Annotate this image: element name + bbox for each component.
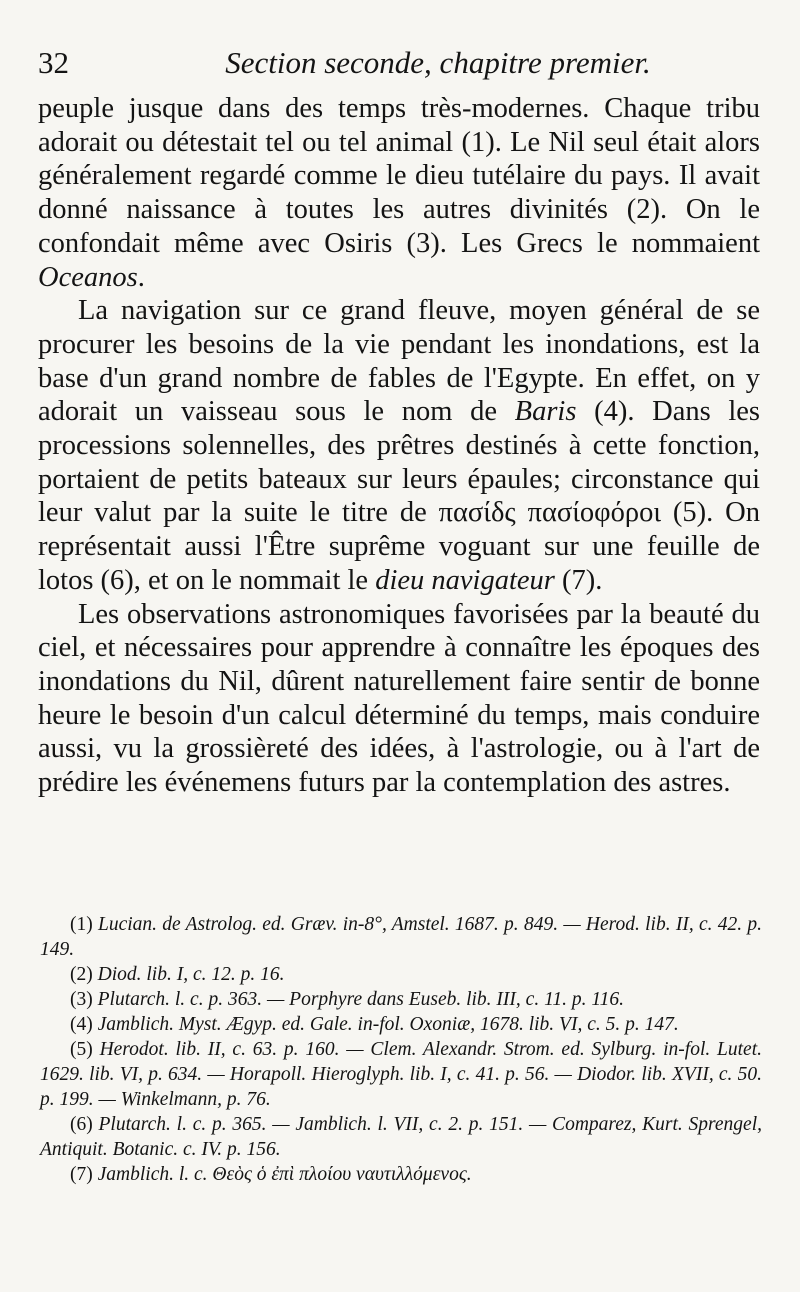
footnote-label: (2) xyxy=(70,964,93,985)
footnote-4 xyxy=(40,1012,762,1037)
footnote-label: (3) xyxy=(70,989,93,1010)
text-segment: Les observations astronomiques favorisées par la beauté du ciel, et nécessaires pour apprendre à connaître les époques des inondations du Nil, dûrent naturellement faire sentir de bonne heure le besoin d'un calcul déterminé du temps, mais conduire aussi, vu la grossièreté des idées, à l'astrologie, ou à l'art de prédire les événemens futurs par la contemplation des astres. xyxy=(38,598,760,799)
footnote-text: Jamblich. l. c. Θεὸς ὁ ἐπὶ πλοίου ναυτιλλόμενος. xyxy=(97,1164,472,1185)
text-segment: La navigation sur ce grand fleuve, moyen général de se procurer les besoins de la vie pendant les inondations, est la base d'un grand nombre de fables de l'Egypte. En effet, on y adorait un vaisseau sous le nom de xyxy=(38,295,760,428)
page-number: 32 xyxy=(38,45,69,80)
footnote-label: (7) xyxy=(70,1164,93,1185)
footnote-text: Plutarch. l. c. p. 365. — Jamblich. l. VII, c. 2. p. 151. — Comparez, Kurt. Sprengel, Antiquit. Botanic. c. IV. p. 156. xyxy=(40,1114,762,1160)
paragraph-2 xyxy=(38,294,760,597)
footnote-label: (4) xyxy=(70,1014,93,1035)
text-segment: (4). Dans les processions solennelles, des prêtres destinés à cette fonction, portaient de petits bateaux sur leurs épaules; circonstance qui leur valut par la suite le titre de πασίδς πασίοφόροι (5). On représentait aussi l'Être suprême voguant sur une feuille de lotos (6), et on le nommait le xyxy=(38,396,761,596)
text-segment: . xyxy=(137,261,145,293)
footnote-2 xyxy=(40,962,762,987)
footnote-label: (1) xyxy=(70,914,93,935)
footnote-text: Diod. lib. I, c. 12. p. 16. xyxy=(97,964,285,985)
footnote-text: Plutarch. l. c. p. 363. — Porphyre dans Euseb. lib. III, c. 11. p. 116. xyxy=(97,989,625,1010)
text-segment: peuple jusque dans des temps très-modernes. Chaque tribu adorait ou détestait tel ou tel animal (1). Le Nil seul était alors généralement regardé comme le dieu tutélaire du pays. Il avait donné naissance à toutes les autres divinités (2). On le confondait même avec Osiris (3). Les Grecs le nommaient xyxy=(38,93,760,259)
footnote-1 xyxy=(40,912,762,962)
paragraph-3 xyxy=(38,598,760,800)
footnote-text: Jamblich. Myst. Ægyp. ed. Gale. in-fol. Oxoniæ, 1678. lib. VI, c. 5. p. 147. xyxy=(97,1014,679,1035)
footnote-label: (6) xyxy=(70,1114,93,1135)
page-header xyxy=(38,38,758,88)
italic-term: dieu navigateur xyxy=(375,564,555,596)
paragraph-1 xyxy=(38,92,760,294)
footnote-text: Herodot. lib. II, c. 63. p. 160. — Clem. Alexandr. Strom. ed. Sylburg. in-fol. Lutet. 1629. lib. VI, p. 634. — Horapoll. Hieroglyph. lib. I, c. 41. p. 56. — Diodor. lib. XVII, c. 50. p. 199. — Winkelmann, p. 76. xyxy=(40,1039,762,1110)
footnote-5 xyxy=(40,1037,762,1112)
footnote-label: (5) xyxy=(70,1039,93,1060)
text-segment: (7). xyxy=(554,564,603,596)
footnote-6 xyxy=(40,1112,762,1162)
running-title: Section seconde, chapitre premier. xyxy=(225,45,651,80)
footnote-text: Lucian. de Astrolog. ed. Græv. in-8°, Amstel. 1687. p. 849. — Herod. lib. II, c. 42. p. 149. xyxy=(40,914,763,960)
body-text xyxy=(38,92,760,800)
italic-term: Oceanos xyxy=(38,261,138,293)
footnote-7 xyxy=(40,1162,762,1187)
italic-term: Baris xyxy=(514,396,577,428)
footnote-3 xyxy=(40,987,762,1012)
footnotes xyxy=(40,912,762,1187)
